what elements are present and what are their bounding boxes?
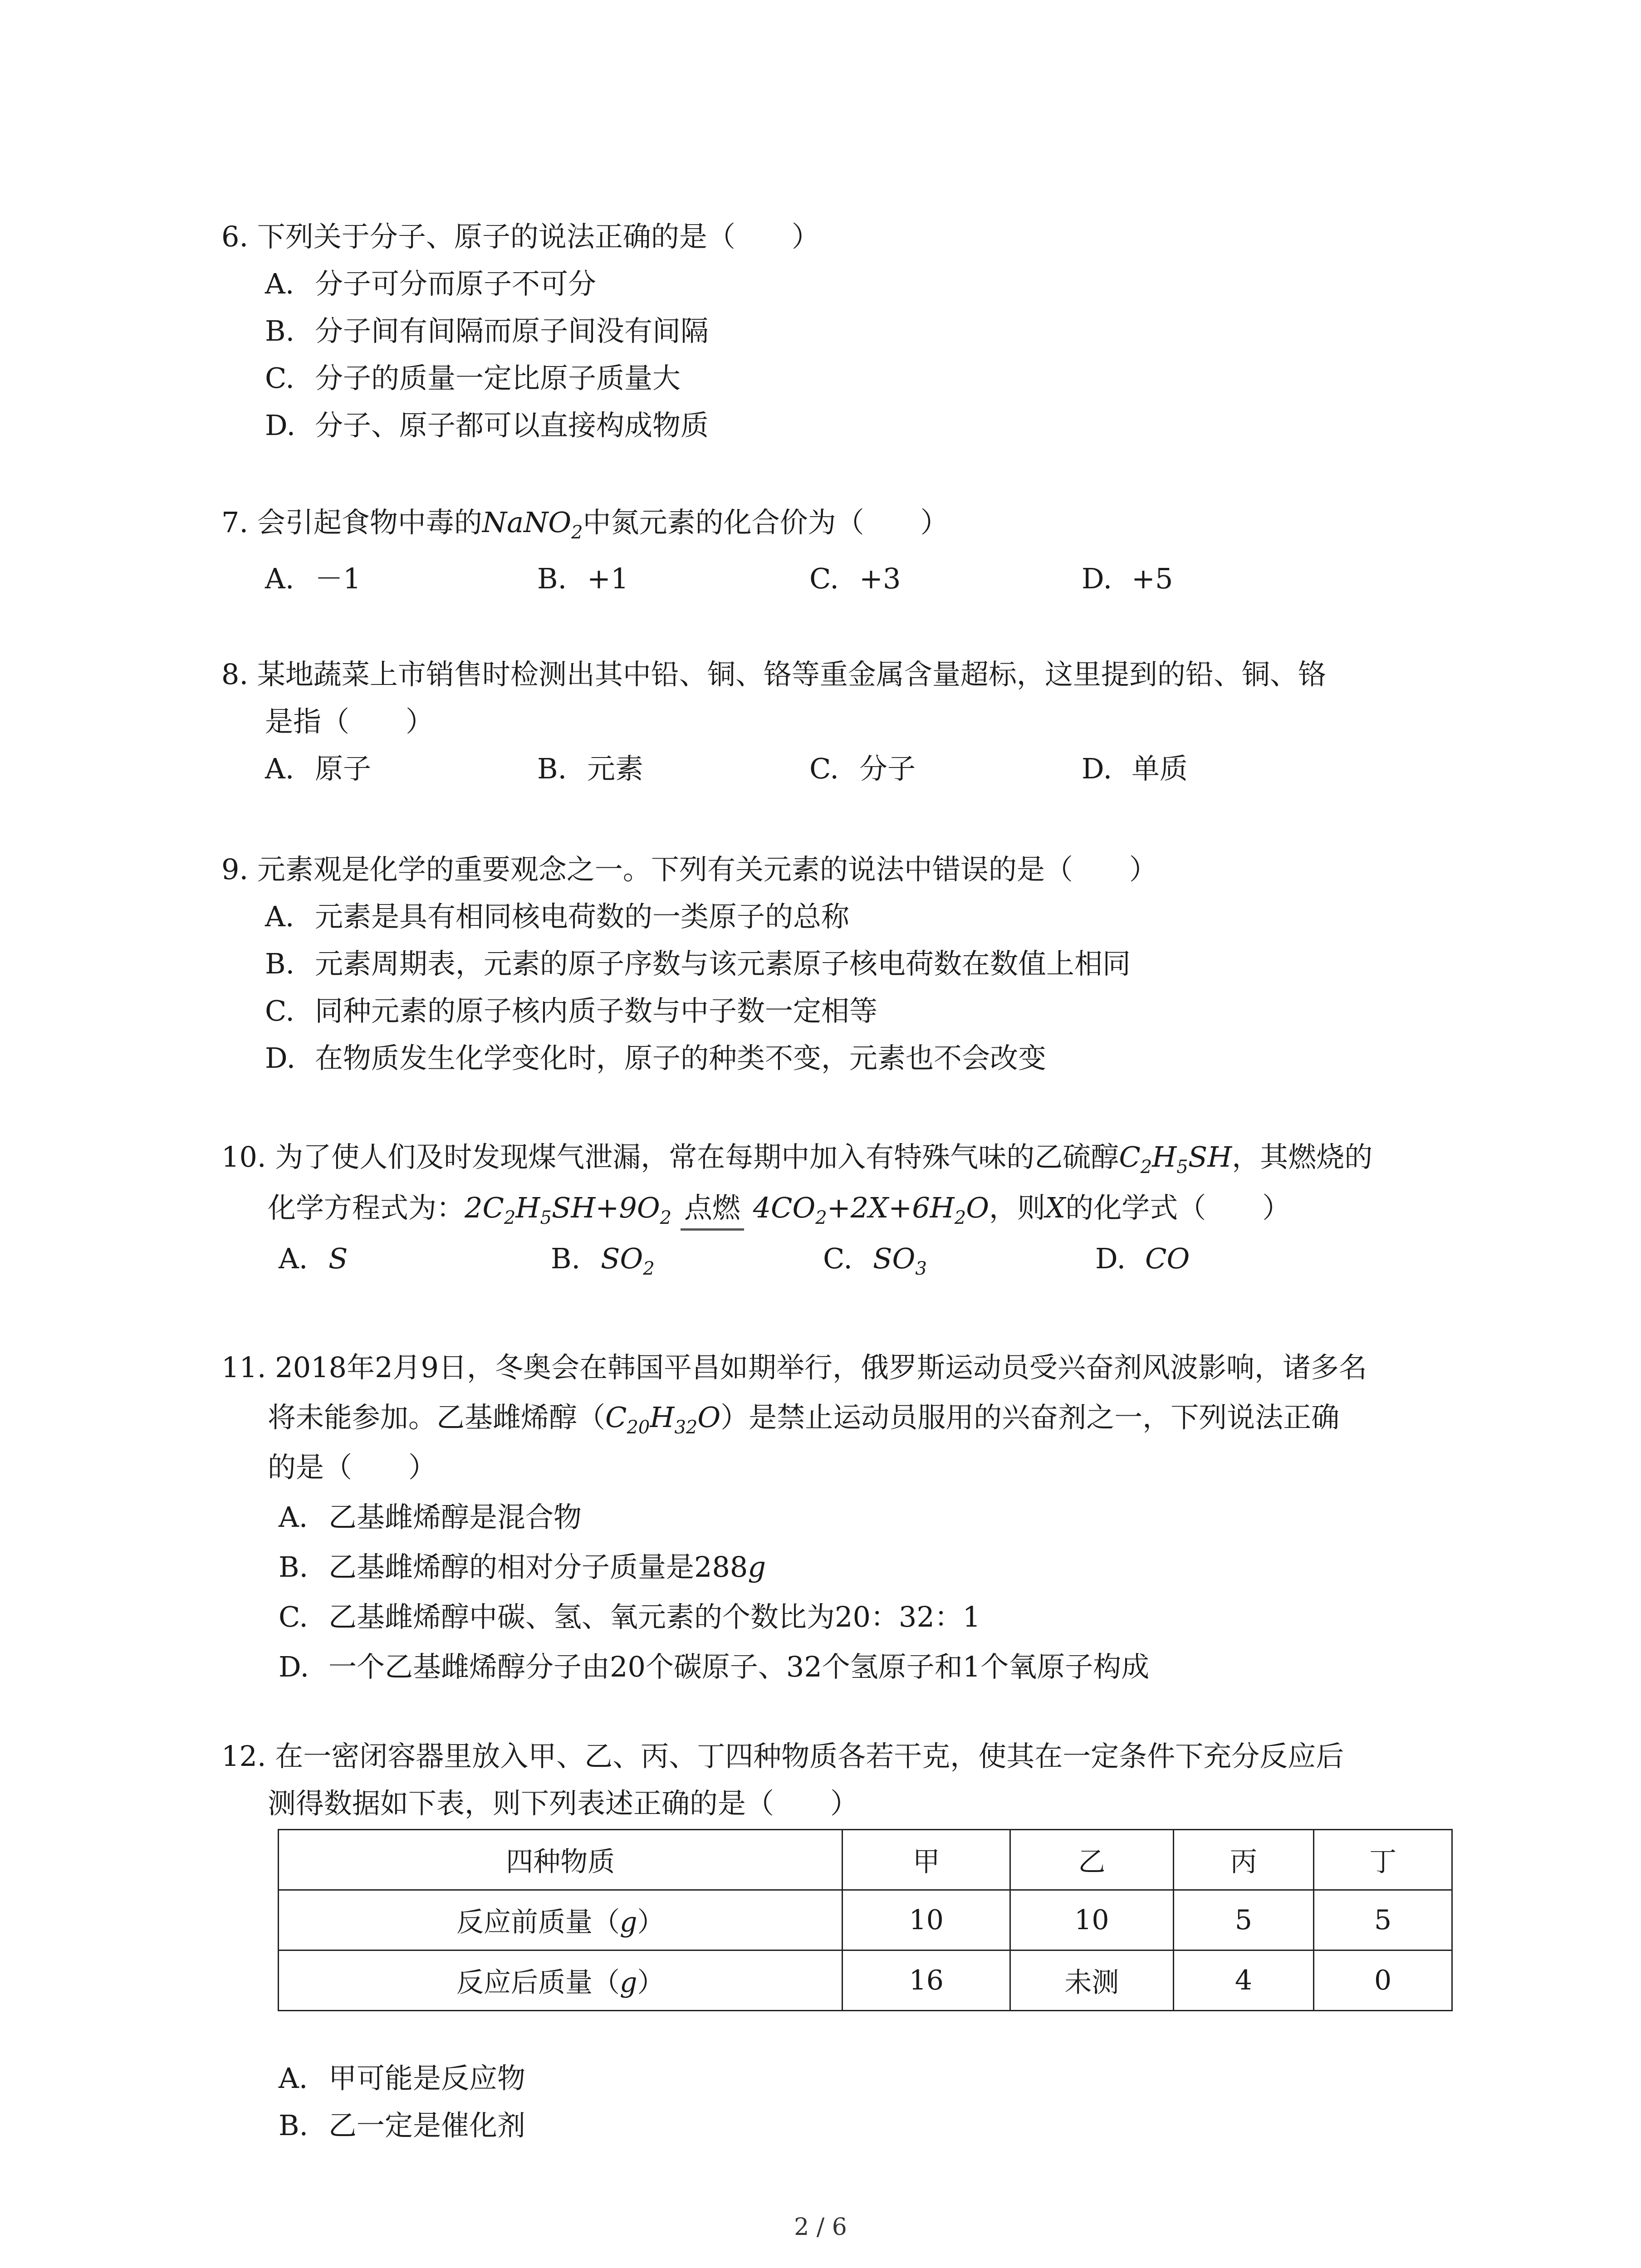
- question-stem-line1: 8. 某地蔬菜上市销售时检测出其中铅、铜、铬等重金属含量超标，这里提到的铅、铜、铬: [221, 658, 1326, 691]
- table-header-row: [279, 1830, 1452, 1890]
- question-stem-line1: 11. 2018年2月9日，冬奥会在韩国平昌如期举行，俄罗斯运动员受兴奋剂风波影响，诸多名: [221, 1351, 1367, 1384]
- question-stem-line2: 化学方程式为：$2C_2H_5SH+9O_2$ 点燃 $4CO_2+2X+6H_2O$，则X的化学式（ ）: [221, 1183, 1455, 1233]
- question-stem-line2: 测得数据如下表，则下列表述正确的是（ ）: [268, 1787, 859, 1820]
- question-stem-line1: 10. 为了使人们及时发现煤气泄漏，常在每期中加入有特殊气味的乙硫醇$C_2H_5SH$，其燃烧的: [221, 1140, 1373, 1178]
- option-b: B. 乙一定是催化剂: [279, 2109, 526, 2142]
- option-a: A. 分子可分而原子不可分: [265, 267, 597, 300]
- option-a: A. 乙基雌烯醇是混合物: [279, 1501, 582, 1534]
- table-header-cell: 丙: [1173, 1830, 1314, 1890]
- option-c: C. 乙基雌烯醇中碳、氢、氧元素的个数比为20：32：1: [279, 1600, 981, 1633]
- option-b: B. 分子间有间隔而原子间没有间隔: [265, 314, 709, 347]
- question-12: [221, 1733, 1455, 1827]
- table-header-cell: 甲: [843, 1830, 1010, 1890]
- table-row: [279, 1890, 1452, 1950]
- table-header-cell: 四种物质: [279, 1830, 843, 1890]
- option-d: D. 单质: [1082, 752, 1188, 785]
- option-b: B. $SO_2$: [551, 1242, 655, 1279]
- question-stem: 6. 下列关于分子、原子的说法正确的是（ ）: [221, 220, 820, 253]
- option-a: A. S: [279, 1242, 348, 1275]
- data-table: [278, 1829, 1453, 2011]
- question-stem-line3: 的是（ ）: [268, 1451, 437, 1484]
- option-a: A. －1: [265, 562, 361, 595]
- option-d: D. +5: [1082, 562, 1173, 595]
- option-d: D. 分子、原子都可以直接构成物质: [265, 409, 709, 442]
- option-c: C. 分子: [809, 752, 916, 785]
- option-c: C. $SO_3$: [823, 1242, 927, 1279]
- question-7: [221, 499, 1455, 602]
- options-row: [221, 1233, 1455, 1284]
- question-stem-line2: 是指（ ）: [265, 705, 434, 738]
- table-row-label: 反应后质量（g）: [279, 1950, 843, 2011]
- reaction-condition: 点燃: [681, 1183, 744, 1233]
- options-row: [221, 555, 1455, 602]
- option-d: D. 一个乙基雌烯醇分子由20个碳原子、32个氢原子和1个氧原子构成: [279, 1650, 1150, 1683]
- question-stem: 9. 元素观是化学的重要观念之一。下列有关元素的说法中错误的是（ ）: [221, 853, 1157, 886]
- question-stem-line1: 12. 在一密闭容器里放入甲、乙、丙、丁四种物质各若干克，使其在一定条件下充分反应后: [221, 1740, 1344, 1773]
- question-12-options: [221, 2055, 1455, 2149]
- question-8: [221, 651, 1455, 792]
- option-a: A. 原子: [265, 752, 372, 785]
- question-10: [221, 1132, 1455, 1284]
- option-b: B. +1: [537, 562, 629, 595]
- option-b: B. 元素: [537, 752, 644, 785]
- question-9: [221, 846, 1455, 1082]
- table-header-cell: 乙: [1010, 1830, 1174, 1890]
- table-cell: 未测: [1010, 1950, 1174, 2011]
- table-cell: 10: [1010, 1890, 1174, 1950]
- table-cell: 4: [1173, 1950, 1314, 2011]
- question-stem-line2: 将未能参加。乙基雌烯醇$(C_{20}H_{32}O)$是禁止运动员服用的兴奋剂之一，下列说法正确: [268, 1401, 1340, 1438]
- table-cell: 16: [843, 1950, 1010, 2011]
- table-cell: 5: [1173, 1890, 1314, 1950]
- options-row: [221, 745, 1455, 792]
- option-c: C. 分子的质量一定比原子质量大: [265, 362, 681, 395]
- option-b: B. 元素周期表，元素的原子序数与该元素原子核电荷数在数值上相同: [265, 947, 1131, 980]
- option-a: A. 元素是具有相同核电荷数的一类原子的总称: [265, 900, 850, 933]
- question-stem: 7. 会引起食物中毒的NaNO$_2$中氮元素的化合价为（ ）: [221, 506, 949, 543]
- option-d: D. CO: [1095, 1242, 1190, 1275]
- table-header-cell: 丁: [1314, 1830, 1452, 1890]
- question-11: [221, 1343, 1455, 1692]
- table-row-label: 反应前质量（g）: [279, 1890, 843, 1950]
- page-number: 2 / 6: [794, 2214, 847, 2241]
- table-cell: 10: [843, 1890, 1010, 1950]
- option-d: D. 在物质发生化学变化时，原子的种类不变，元素也不会改变: [265, 1041, 1047, 1075]
- table-row: [279, 1950, 1452, 2011]
- question-6: [221, 213, 1455, 449]
- option-a: A. 甲可能是反应物: [279, 2062, 526, 2095]
- option-c: C. 同种元素的原子核内质子数与中子数一定相等: [265, 994, 878, 1027]
- option-c: C. +3: [809, 562, 901, 595]
- table-cell: 0: [1314, 1950, 1452, 2011]
- option-b: B. 乙基雌烯醇的相对分子质量是288g: [279, 1550, 766, 1584]
- table-cell: 5: [1314, 1890, 1452, 1950]
